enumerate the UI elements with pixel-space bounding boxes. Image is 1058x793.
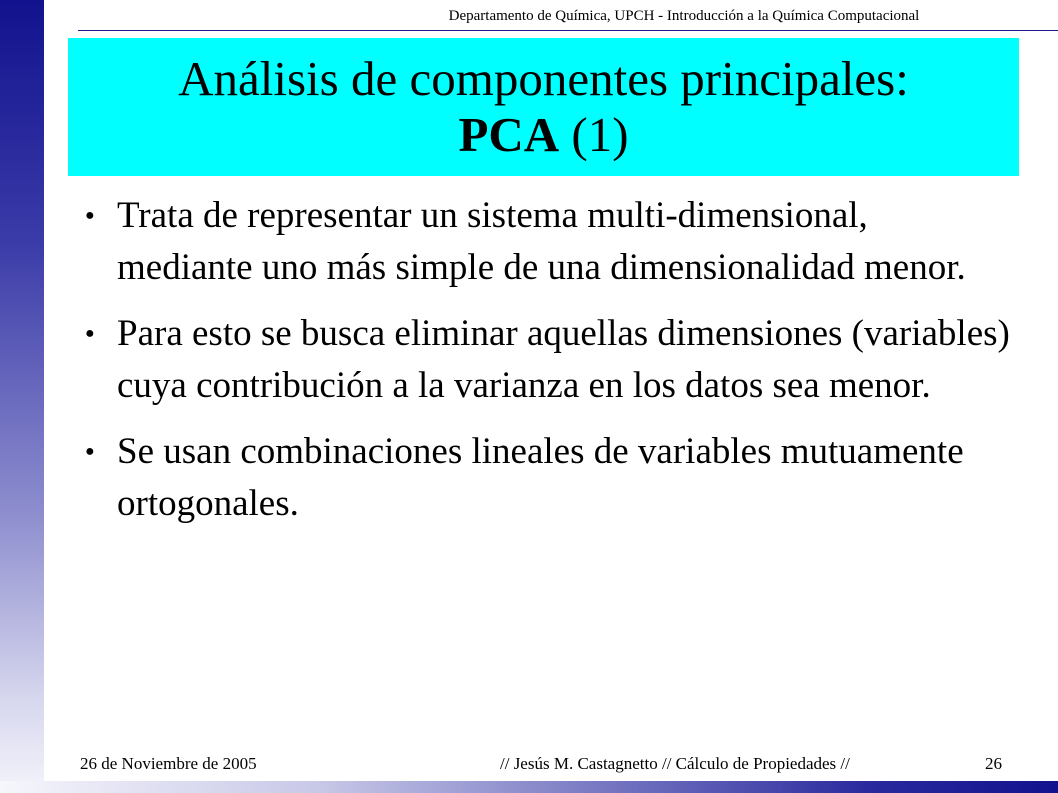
title-line-1: Análisis de componentes principales:	[178, 51, 909, 106]
title-suffix: (1)	[559, 107, 629, 162]
title-line-2	[458, 107, 628, 163]
bullet-icon: ●	[85, 443, 95, 460]
bullet-text: Trata de representar un sistema multi-dimensional, mediante uno más simple de una dimensionalidad menor.	[117, 195, 966, 288]
bullet-icon: ●	[85, 325, 95, 342]
bullet-item	[82, 426, 1012, 530]
bullet-icon: ●	[85, 207, 95, 224]
bullet-text: Se usan combinaciones lineales de variables mutuamente ortogonales.	[117, 431, 964, 524]
header-department: Departamento de Química, UPCH - Introducción a la Química Computacional	[448, 8, 920, 24]
title-acronym: PCA	[458, 107, 560, 162]
page-number: 26	[985, 754, 1002, 773]
footer-date: 26 de Noviembre de 2005	[80, 754, 257, 773]
header-divider	[78, 30, 1058, 31]
slide-title	[68, 38, 1019, 176]
bottom-decorative-bar	[0, 781, 1058, 793]
footer-author: // Jesús M. Castagnetto // Cálculo de Propiedades //	[500, 754, 850, 773]
bullet-text: Para esto se busca eliminar aquellas dimensiones (variables) cuya contribución a la varianza en los datos sea menor.	[117, 313, 1010, 406]
bullet-list	[82, 190, 1012, 544]
bullet-item	[82, 190, 1012, 294]
bullet-item	[82, 308, 1012, 412]
left-decorative-bar	[0, 0, 44, 793]
